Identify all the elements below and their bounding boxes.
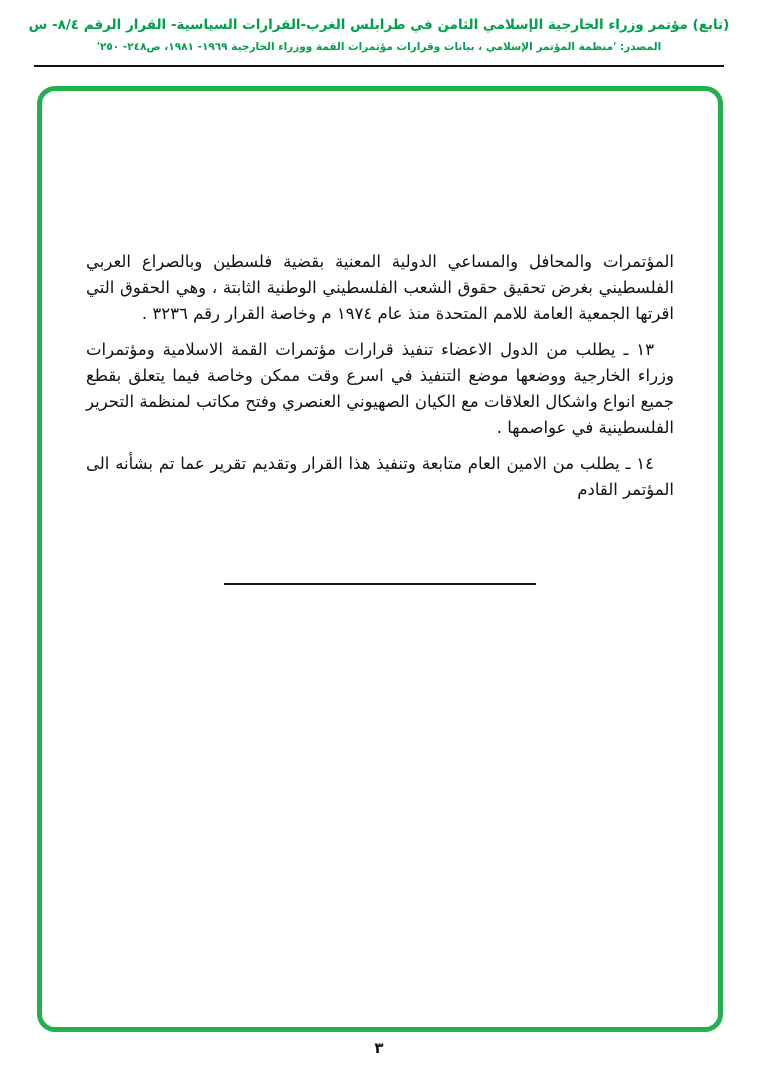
page-footer [0, 1038, 758, 1057]
document-header [0, 0, 758, 54]
header-divider [34, 65, 724, 67]
header-source-line: المصدر: 'منظمة المؤتمر الإسلامي ، بيانات وقرارات مؤتمرات القمة ووزراء الخارجية ١٩٦٩- ١٩٨١، ص٢٤٨- ٢٥٠' [96, 41, 662, 53]
page-number: ٣ [374, 1039, 384, 1057]
header-title-line: (تابع) مؤتمر وزراء الخارجية الإسلامي الثامن في طرابلس الغرب-القرارات السياسية- القرار الرقم ٨/٤- س [28, 17, 730, 33]
page-border-frame [37, 86, 723, 1032]
section-end-divider [224, 583, 536, 585]
paragraph-continuation: المؤتمرات والمحافل والمساعي الدولية المعنية بقضية فلسطين وبالصراع العربي الفلسطيني بغرض تحقيق حقوق الشعب الفلسطيني الوطنية الثابتة ، وهي الحقوق التي اقرتها الجمعية العامة للامم المتحدة منذ عام ١٩٧٤ م وخاصة القرار رقم ٣٢٣٦ . [86, 252, 674, 323]
paragraph-item-13: ١٣ ـ يطلب من الدول الاعضاء تنفيذ قرارات مؤتمرات القمة الاسلامية ومؤتمرات وزراء الخارجية ووضعها موضع التنفيذ في اسرع وقت ممكن وخاصة فيما يتعلق بقطع جميع انواع واشكال العلاقات مع الكيان الصهيوني العنصري وفتح مكاتب لمنظمة التحرير الفلسطينية في عواصمها . [86, 340, 674, 437]
document-body [42, 91, 718, 585]
paragraph-item-14: ١٤ ـ يطلب من الامين العام متابعة وتنفيذ هذا القرار وتقديم تقرير عما تم بشأنه الى المؤتمر القادم [86, 454, 674, 499]
